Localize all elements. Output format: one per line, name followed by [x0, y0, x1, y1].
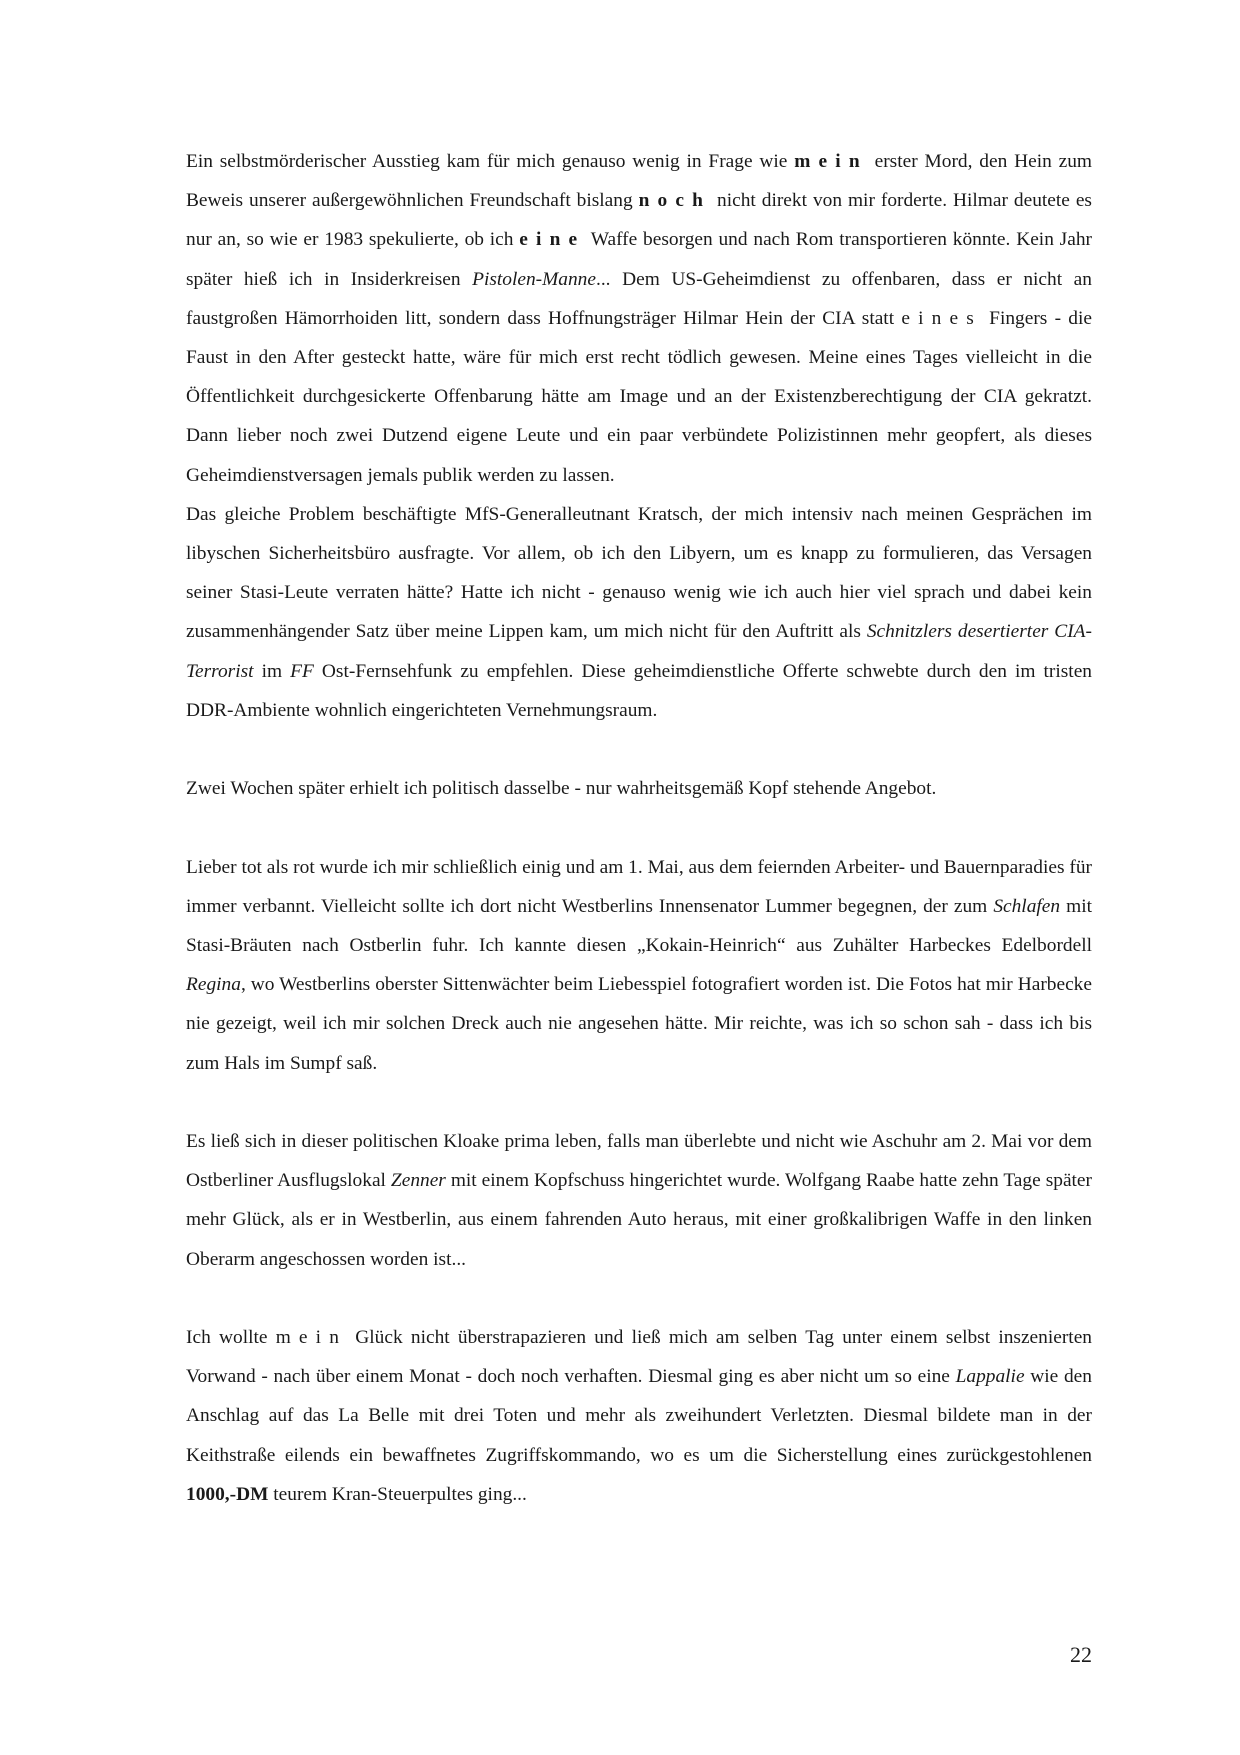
paragraph-spacer — [186, 1083, 1092, 1122]
text-run: Fingers - die Faust in den After gesteckt hatte, wäre für mich erst recht tödlich gewesen. Meine eines Tages vielleicht in die Öffentlichkeit durchgesickerte Offenbarung hätte am Image und an der Existenzberechtigung der CIA gekratzt. Dann lieber noch zwei Dutzend eigene Leute und ein paar verbündete Polizistinnen mehr geopfert, als dieses Geheimdienstversagen jemals publik werden zu lassen. — [186, 307, 1092, 486]
text-run: Das gleiche Problem beschäftigte MfS-Generalleutnant Kratsch, der mich intensiv nach meinen Gesprächen im libyschen Sicherheitsbüro ausfragte. Vor allem, ob ich den Libyern, um es knapp zu formulieren, das Versagen seiner Stasi-Leute verraten hätte? Hatte ich nicht - genauso wenig wie ich auch hier viel sprach und dabei kein zusammenhängender Satz über meine Lippen kam, um mich nicht für den Auftritt als — [186, 503, 1092, 643]
italic-emphasis: Regina — [186, 974, 241, 996]
text-run: Zwei Wochen später erhielt ich politisch dasselbe - nur wahrheitsgemäß Kopf stehende Angebot. — [186, 778, 937, 800]
paragraph — [186, 142, 1092, 495]
text-run: erster Mord, den Hein zum Beweis unserer außergewöhnlichen Freundschaft bislang — [186, 151, 1093, 212]
spaced-emphasis: eines — [901, 307, 982, 329]
text-run: Es ließ sich in dieser politischen Kloake prima leben, falls man überlebte und nicht wie Aschuhr am 2. Mai vor dem Ostberliner Ausflugslokal — [186, 1131, 1092, 1192]
text-run: ... Dem US-Geheimdienst zu offenbaren, dass er nicht an faustgroßen Hämorrhoiden litt, sondern dass Hoffnungsträger Hilmar Hein der CIA statt — [186, 268, 1092, 329]
paragraph-spacer — [186, 730, 1092, 769]
italic-emphasis: Lappalie — [955, 1366, 1025, 1388]
text-run: Ein selbstmörderischer Ausstieg kam für mich genauso wenig in Frage wie — [186, 151, 795, 172]
italic-emphasis: Schlafen — [993, 895, 1061, 917]
text-run: Lieber tot als rot wurde ich mir schließlich einig und am 1. Mai, aus dem feiernden Arbeiter- und Bauernparadies für immer verbannt. Vielleicht sollte ich dort nicht Westberlins Innensenator Lummer begegnen, der zum — [186, 856, 1092, 917]
body-text — [186, 142, 1092, 1514]
italic-emphasis: FF — [290, 660, 314, 682]
paragraph — [186, 769, 1092, 808]
page-number: 22 — [1070, 1642, 1092, 1667]
italic-emphasis: Schnitzlers desertierter CIA-Terrorist — [186, 621, 1092, 682]
spaced-emphasis: mein — [794, 151, 868, 172]
text-run: Ost-Fernsehfunk zu empfehlen. Diese geheimdienstliche Offerte schwebte durch den im tristen DDR-Ambiente wohnlich eingerichteten Vernehmungsraum. — [186, 660, 1092, 721]
text-run: teurem Kran-Steuerpultes ging... — [268, 1483, 527, 1505]
text-run: , wo Westberlins oberster Sittenwächter beim Liebesspiel fotografiert worden ist. Die Fotos hat mir Harbecke nie gezeigt, weil ich mir solchen Dreck auch nie angesehen hätte. Mir reichte, was ich so schon sah - dass ich bis zum Hals im Sumpf saß. — [186, 974, 1092, 1074]
text-run: Ich wollte — [186, 1327, 276, 1349]
text-run: Waffe besorgen und nach Rom transportieren könnte. Kein Jahr später hieß ich in Insiderkreisen — [186, 229, 1092, 290]
text-run: mit Stasi-Bräuten nach Ostberlin fuhr. Ich kannte diesen „Kokain-Heinrich“ aus Zuhälter Harbeckes Edelbordell — [186, 895, 1092, 957]
paragraph-spacer — [186, 1279, 1092, 1318]
bold-emphasis: 1000,-DM — [186, 1483, 269, 1505]
text-run: Glück nicht überstrapazieren und ließ mich am selben Tag unter einem selbst inszenierten Vorwand - nach über einem Monat - doch noch verhaften. Diesmal ging es aber nicht um so eine — [186, 1327, 1092, 1388]
italic-emphasis: Pistolen-Manne — [472, 268, 596, 290]
spaced-emphasis: noch — [638, 190, 712, 212]
text-run: im — [253, 660, 291, 682]
text-run: mit einem Kopfschuss hingerichtet wurde. Wolfgang Raabe hatte zehn Tage später mehr Glück, als er in Westberlin, aus einem fahrenden Auto heraus, mit einer großkalibrigen Waffe in den linken Oberarm angeschossen worden ist... — [186, 1170, 1092, 1270]
paragraph — [186, 1122, 1092, 1279]
spaced-emphasis: eine — [519, 229, 586, 251]
italic-emphasis: Zenner — [390, 1170, 446, 1192]
paragraph-spacer — [186, 808, 1092, 847]
text-run: wie den Anschlag auf das La Belle mit drei Toten und mehr als zweihundert Verletzten. Diesmal bildete man in der Keithstraße eilends ein bewaffnetes Zugriffskommando, wo es um die Sicherstellung eines zurückgestohlenen — [186, 1366, 1092, 1466]
spaced-emphasis: mein — [275, 1327, 348, 1349]
text-run: nicht direkt von mir forderte. Hilmar deutete es nur an, so wie er 1983 spekulierte, ob ich — [186, 190, 1092, 251]
paragraph — [186, 848, 1092, 1083]
paragraph — [186, 495, 1092, 730]
paragraph — [186, 1318, 1092, 1514]
